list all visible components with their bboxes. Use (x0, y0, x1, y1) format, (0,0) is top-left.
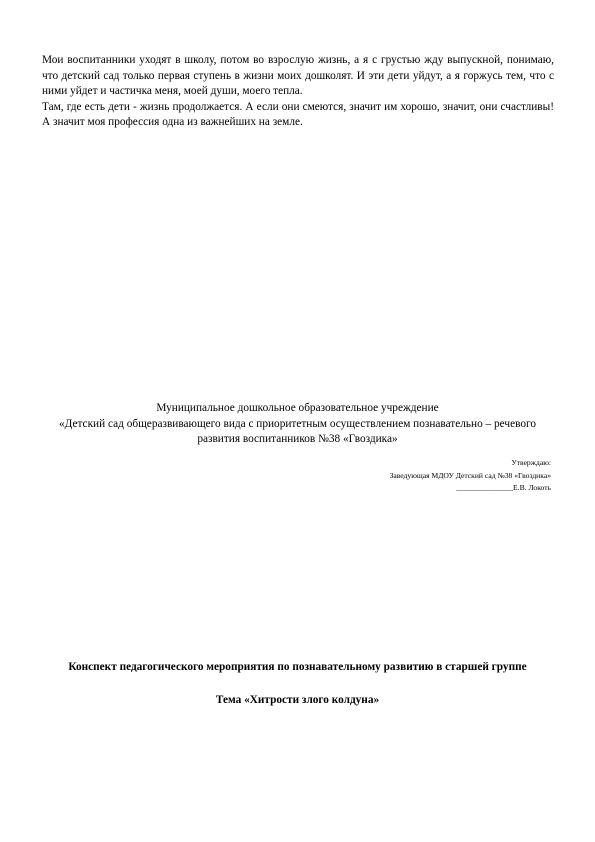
institution-line-2: «Детский сад общеразвивающего вида с приоритетным осуществлением познавательно – речевого (58, 417, 537, 430)
institution-line-1: Муниципальное дошкольное образовательное учреждение (156, 402, 439, 414)
intro-paragraph-1: Мои воспитанники уходят в школу, потом во взрослую жизнь, а я с грустью жду выпускной, понимаю, что детский сад только первая ступень в жизни моих дошколят. И эти дети уйдут, а я горжусь тем, что с ними уйдет и частичка меня, моей души, моего тепла. (42, 54, 554, 97)
intro-paragraph-2: Там, где есть дети - жизнь продолжается. А если они смеются, значит им хорошо, значит, они счастливы! А значит моя профессия одна из важнейших на земле. (42, 100, 554, 128)
approval-block (291, 457, 551, 495)
approval-position: Заведующая МДОУ Детский сад №38 «Гвоздика» (389, 470, 551, 480)
document-title: Конспект педагогического мероприятия по познавательному развитию в старшей группе (68, 661, 527, 673)
institution-line-3: развития воспитанников №38 «Гвоздика» (197, 433, 398, 445)
document-topic: Тема «Хитрости злого колдуна» (215, 694, 380, 706)
approval-signature: _______________Е.В. Локоть (456, 483, 551, 492)
institution-header (0, 401, 595, 448)
approval-label: Утверждаю: (511, 458, 551, 467)
intro-text (42, 53, 554, 131)
